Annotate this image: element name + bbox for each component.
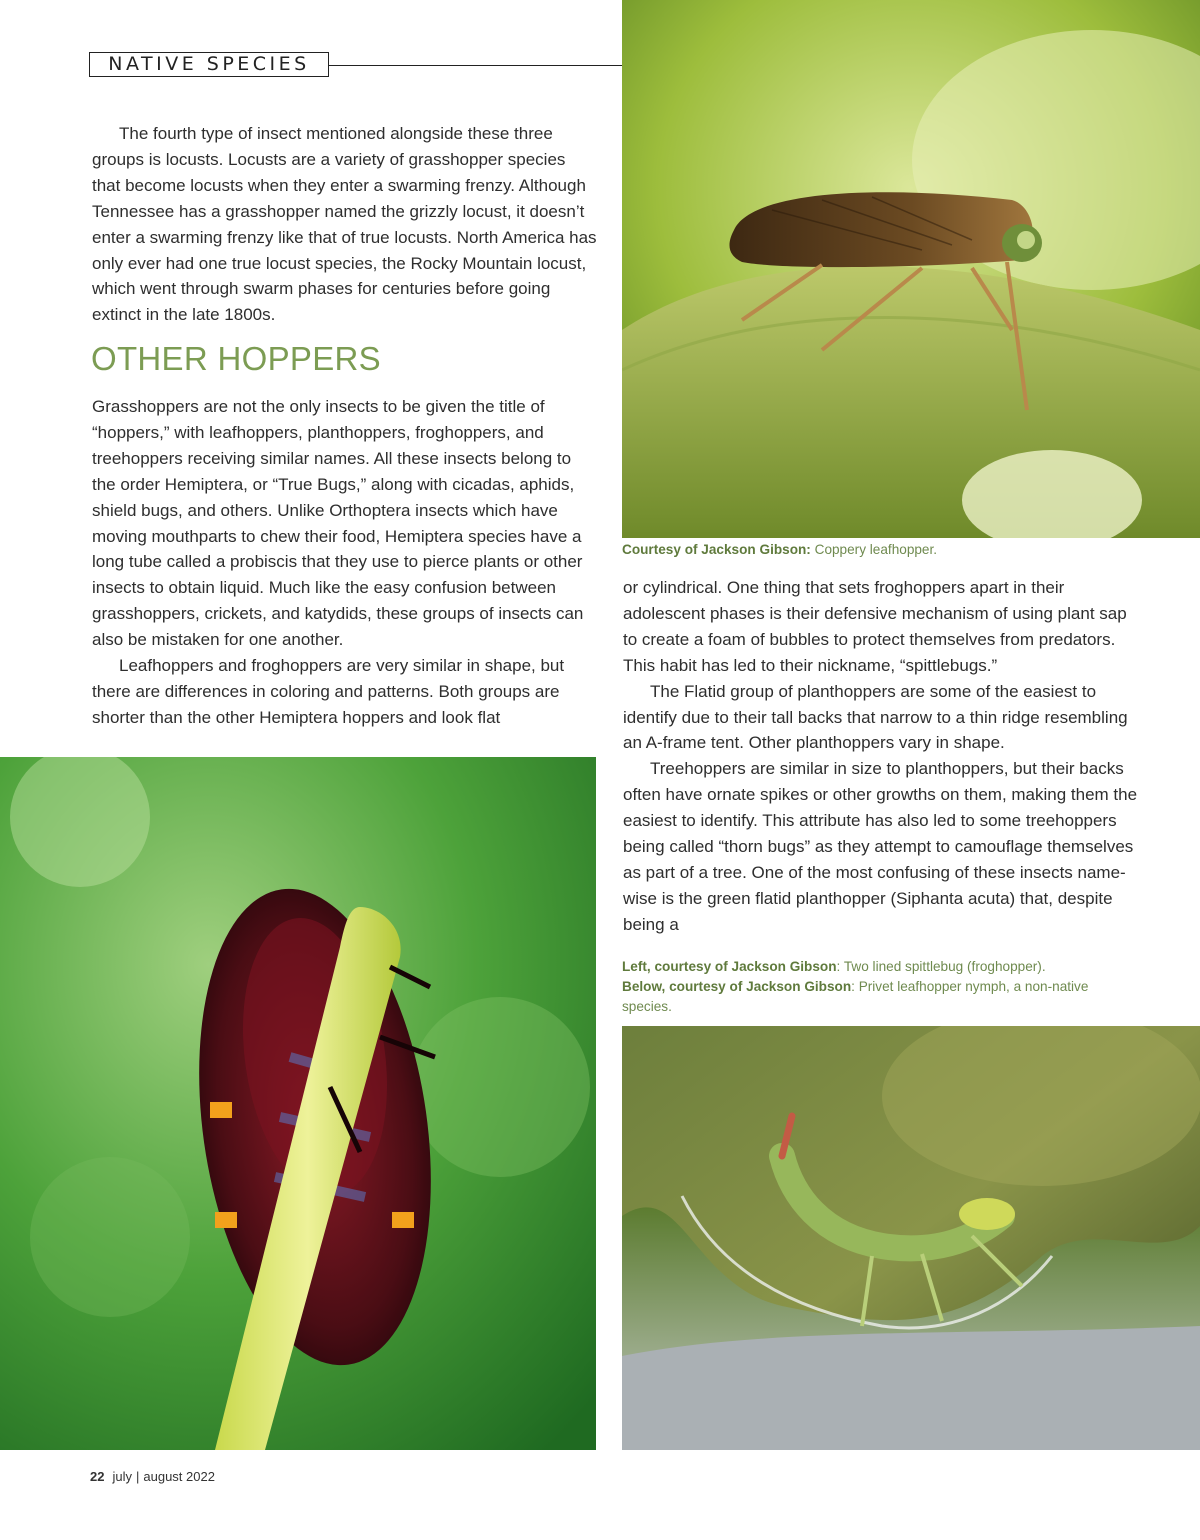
- caption-two-photos: [622, 957, 1122, 1017]
- photo-coppery-leafhopper: [622, 0, 1200, 538]
- paragraph-hemiptera: Grasshoppers are not the only insects to be given the title of “hoppers,” with leafhoppers, planthoppers, froghoppers, and treehoppers receiving similar names. All these insects belong to the order Hemiptera, or “True Bugs,” along with cicadas, aphids, shield bugs, and others. Unlike Orthoptera insects which have moving mouthparts to chew their food, Hemiptera species have a long tube called a probiscis that they use to pierce plants or other insects to obtain liquid. Much like the easy confusion between grasshoppers, crickets, and katydids, these groups of insects can also be mistaken for one another.: [92, 397, 584, 650]
- section-heading: OTHER HOPPERS: [91, 340, 381, 377]
- privet-leafhopper-image: [622, 1026, 1200, 1450]
- paragraph-leafhoppers: Leafhoppers and froghoppers are very similar in shape, but there are differences in coloring and patterns. Both groups are shorter than the other Hemiptera hoppers and look flat: [92, 656, 565, 727]
- spittlebug-image: [0, 757, 596, 1450]
- caption-coppery-leafhopper: [622, 540, 1182, 560]
- photo-spittlebug: [0, 757, 596, 1450]
- paragraph-froghoppers: or cylindrical. One thing that sets froghoppers apart in their adolescent phases is their defensive mechanism of using plant sap to create a foam of bubbles to protect themselves from predators. This habit has led to their nickname, “spittlebugs.”: [623, 578, 1127, 675]
- paragraph-treehoppers: Treehoppers are similar in size to planthoppers, but their backs often have ornate spikes or other growths on them, making them the easiest to identify. This attribute has also led to some treehoppers being called “thorn bugs” as they attempt to camouflage themselves as part of a tree. One of the most confusing of these insects name-wise is the green flatid planthopper (Siphanta acuta) that, despite being a: [623, 759, 1138, 934]
- paragraph-flatid: The Flatid group of planthoppers are some of the easiest to identify due to their tall backs that narrow to a thin ridge resembling an A-frame tent. Other planthoppers vary in shape.: [623, 681, 1128, 753]
- paragraph-locusts: The fourth type of insect mentioned alongside these three groups is locusts. Locusts are a variety of grasshopper species that become locusts when they enter a swarming frenzy. Although Tennessee has a grasshopper named the grizzly locust, it doesn’t enter a swarming frenzy like that of true locusts. North America has only ever had one true locust species, the Rocky Mountain locust, which went through swarm phases for centuries before going extinct in the late 1800s.: [92, 124, 597, 325]
- caption-text: Coppery leafhopper.: [810, 542, 938, 557]
- caption-below-credit: Below, courtesy of Jackson Gibson: [622, 979, 852, 994]
- coppery-leafhopper-image: [622, 0, 1200, 538]
- section-tag: NATIVE SPECIES: [89, 52, 329, 77]
- photo-privet-leafhopper: [622, 1026, 1200, 1450]
- caption-left-text: : Two lined spittlebug (froghopper).: [836, 959, 1046, 974]
- issue-separator: |: [135, 1469, 140, 1484]
- section-rule: [329, 65, 623, 66]
- issue-month-2-year: august 2022: [143, 1469, 215, 1484]
- left-column-intro: [92, 121, 597, 328]
- page-number: 22: [90, 1469, 105, 1484]
- caption-below-photo: [622, 977, 1122, 1017]
- issue-month-1: july: [112, 1469, 132, 1484]
- left-column-body: [92, 394, 597, 731]
- right-column-body: [623, 575, 1143, 938]
- caption-left-credit: Left, courtesy of Jackson Gibson: [622, 959, 837, 974]
- folio: [90, 1469, 215, 1484]
- caption-left-photo: [622, 957, 1122, 977]
- caption-credit: Courtesy of Jackson Gibson:: [622, 542, 811, 557]
- caption-below-text: : Privet leafhopper nymph, a non-native species.: [622, 979, 1089, 1014]
